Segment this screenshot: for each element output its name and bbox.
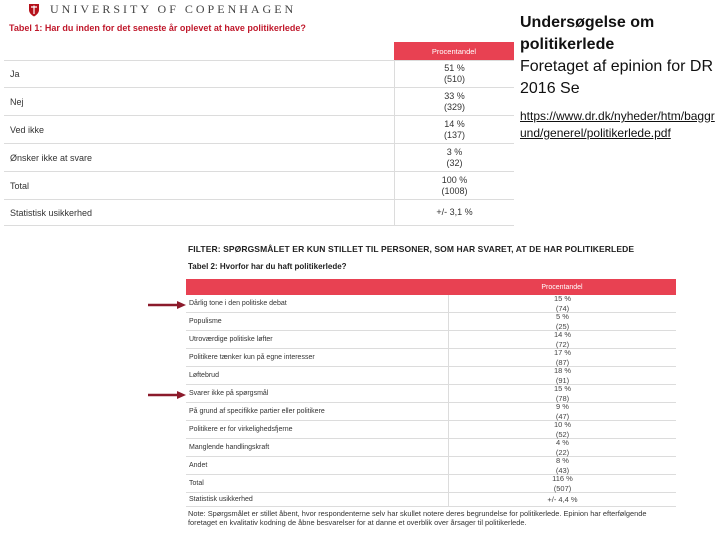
table-row [186,385,676,403]
table-row [4,144,514,172]
table-2-header [186,279,676,295]
row-percent: 15 % [553,384,572,394]
row-count: (22) [555,447,570,457]
arrow-right-icon [148,301,186,309]
row-count: (329) [443,101,465,112]
row-label: Utroværdige politiske løfter [189,336,273,343]
row-label: Ønsker ikke at svare [10,152,93,163]
filter-heading: FILTER: SPØRGSMÅLET ER KUN STILLET TIL PERSONER, SOM HAR SVARET, AT DE HAR POLITIKERLEDE [188,244,635,254]
row-percent: 14 % [553,330,572,340]
row-percent: 10 % [553,420,572,430]
table-2-note: Note: Spørgsmålet er stillet åbent, hvor respondenterne selv har skullet notere deres begrundelse for politikerlede. Epinion har efterfølgende foretaget en kvalitativ kodning de åbne besvarelser for at danne et overblik over årsager til politikerlede. [188,509,647,527]
table-row [186,439,676,457]
row-label: Politikere er for virkelighedsfjerne [189,426,293,433]
table-row [186,331,676,349]
row-count: (25) [555,321,570,331]
row-label: Svarer ikke på spørgsmål [189,390,269,397]
row-percent: 33 % [444,90,465,101]
table-2-title: Tabel 2: Hvorfor har du haft politikerlede? [188,262,347,271]
row-percent: 14 % [444,118,465,129]
row-label: Total [189,480,204,487]
table-row [186,367,676,385]
row-count: (32) [446,157,463,168]
row-count: (74) [555,303,570,313]
row-count: (43) [555,465,570,475]
row-label: Manglende handlingskraft [189,444,270,451]
row-percent: +/- 4,4 % [547,494,578,504]
table-row [186,421,676,439]
row-label: Dårlig tone i den politiske debat [189,300,287,307]
table-1-title: Tabel 1: Har du inden for det seneste år oplevet at have politikerlede? [9,23,306,33]
table-row [186,493,676,507]
row-count: (91) [555,375,570,385]
arrow-right-icon [148,391,186,399]
table-2 [186,279,676,527]
table-2-column-header: Procentandel [541,283,583,291]
table-row [186,403,676,421]
row-count: (87) [555,357,570,367]
row-percent: 100 % [441,174,468,185]
row-count: (52) [555,429,570,439]
row-count: (78) [555,393,570,403]
panel-subtitle: Foretaget af epinion for DR 2016 Se [520,58,713,97]
info-panel [520,12,716,142]
row-percent: 15 % [553,294,572,304]
table-row [4,172,514,200]
table-1 [4,18,514,226]
row-percent: 9 % [556,402,569,412]
row-label: Statistisk usikkerhed [10,207,93,218]
row-percent: 3 % [446,146,463,157]
table-1-header [4,42,514,60]
source-link[interactable]: https://www.dr.dk/nyheder/htm/baggrund/generel/politikerlede.pdf [520,109,715,140]
row-label: På grund af specifikke partier eller politikere [189,408,325,415]
row-count: (510) [443,74,465,84]
row-label: Løftebrud [189,372,219,379]
panel-title: Undersøgelse om politikerlede [520,14,655,53]
table-row [186,475,676,493]
row-percent: 4 % [556,438,569,448]
table-row [4,60,514,88]
row-label: Ved ikke [10,124,45,135]
university-header [0,0,520,16]
row-label: Ja [10,69,20,79]
row-count: (507) [553,483,572,493]
row-count: (137) [443,129,465,140]
row-percent: 116 % [552,474,573,484]
table-row [4,116,514,144]
row-count: (47) [555,411,570,421]
table-row [4,200,514,226]
university-name: UNIVERSITY OF COPENHAGEN [50,2,297,16]
table-row [186,349,676,367]
row-percent: 8 % [556,456,569,466]
table-row [186,457,676,475]
row-label: Andet [189,462,208,469]
table-row [4,88,514,116]
row-percent: 51 % [444,63,465,73]
crest-icon [28,3,40,17]
table-row [186,313,676,331]
table-1-column-header: Procentandel [394,42,514,60]
row-percent: +/- 3,1 % [436,207,473,217]
row-percent: 18 % [553,366,572,376]
row-count: (1008) [441,185,468,196]
table-row [186,295,676,313]
row-label: Total [10,180,30,191]
row-percent: 17 % [553,348,572,358]
row-label: Politikere tænker kun på egne interesser [189,354,315,361]
row-percent: 5 % [556,312,569,322]
row-count: (72) [555,339,570,349]
row-label: Statistisk usikkerhed [189,496,253,503]
row-label: Nej [10,96,24,107]
row-label: Populisme [189,318,222,325]
